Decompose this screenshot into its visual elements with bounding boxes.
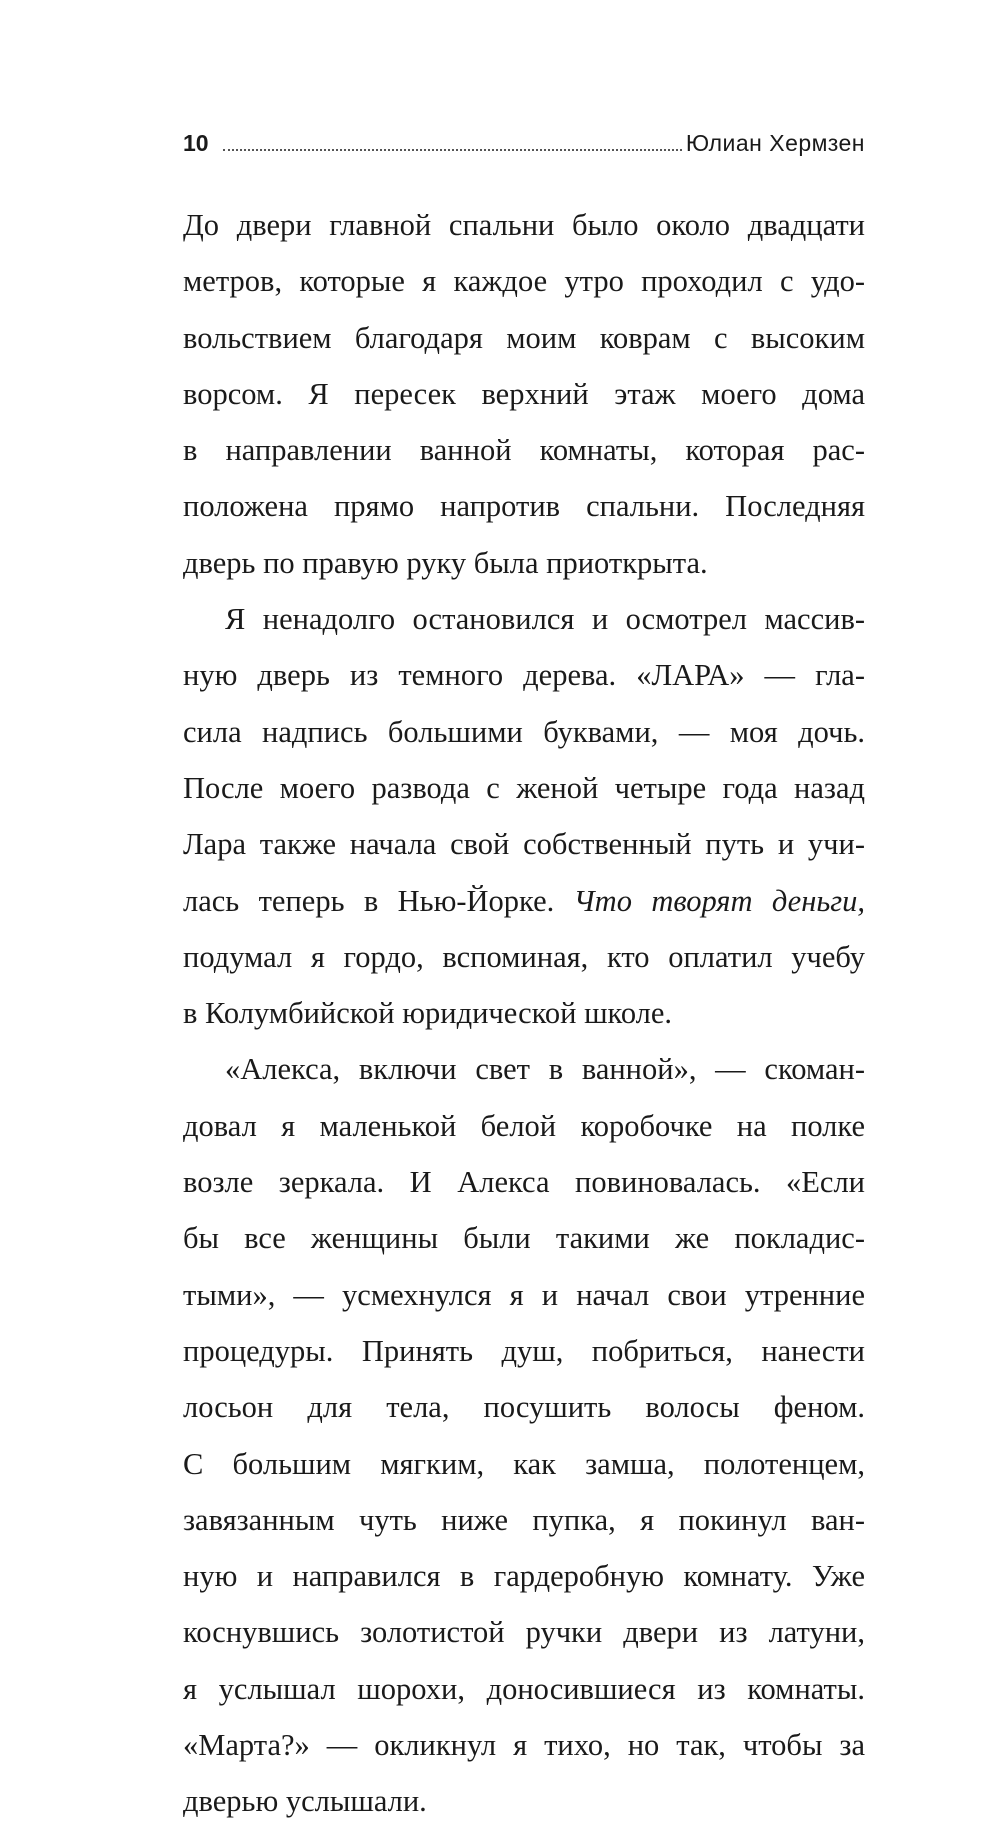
text-line: сила надпись большими буквами, — моя дочь.	[183, 714, 865, 749]
text-line: Я ненадолго остановился и осмотрел массив-	[225, 602, 865, 637]
text-line: После моего развода с женой четыре года назад	[183, 770, 865, 805]
text-line: завязанным чуть ниже пупка, я покинул ван-	[183, 1502, 865, 1537]
text-line: довал я маленькой белой коробочке на полке	[183, 1108, 865, 1143]
text-line: подумал я гордо, вспоминая, кто оплатил учебу	[183, 939, 865, 974]
text-line: лосьон для тела, посушить волосы феном.	[183, 1390, 865, 1425]
text-line: коснувшись золотистой ручки двери из латуни,	[183, 1615, 865, 1650]
text-line: бы все женщины были такими же покладис-	[183, 1221, 865, 1256]
dotted-leader	[223, 148, 682, 151]
text-line: ную и направился в гардеробную комнату. Уже	[183, 1559, 865, 1594]
text-line: положена прямо напротив спальни. Последняя	[183, 489, 865, 524]
text-line: процедуры. Принять душ, побриться, нанести	[183, 1333, 865, 1368]
text-line: ворсом. Я пересек верхний этаж моего дома	[183, 376, 865, 411]
text-line: Лара также начала свой собственный путь и учи-	[183, 827, 865, 862]
text-line: дверью услышали.	[183, 1784, 427, 1819]
text-line: До двери главной спальни было около двадцати	[183, 208, 865, 242]
page-number: 10	[183, 130, 209, 156]
italic-phrase: Что творят деньги,	[573, 883, 865, 918]
text-line: я услышал шорохи, доносившиеся из комнаты.	[183, 1671, 865, 1706]
running-header	[183, 130, 865, 170]
text-line: дверь по правую руку была приоткрыта.	[183, 545, 708, 580]
text-line: «Марта?» — окликнул я тихо, но так, чтобы за	[183, 1728, 865, 1763]
text-line: тыми», — усмехнулся я и начал свои утренние	[183, 1277, 865, 1312]
text-line: в Колумбийской юридической школе.	[183, 996, 673, 1031]
text-segment: лась теперь в Нью-Йорке.	[183, 883, 555, 918]
text-line: в направлении ванной комнаты, которая рас-	[183, 433, 865, 468]
text-line: вольствием благодаря моим коврам с высоким	[183, 320, 865, 355]
text-line: возле зеркала. И Алекса повиновалась. «Если	[183, 1165, 865, 1200]
text-line: ную дверь из темного дерева. «ЛАРА» — гла-	[183, 658, 865, 693]
body-text	[183, 197, 865, 1830]
text-line: «Алекса, включи свет в ванной», — скоман-	[225, 1052, 865, 1087]
author-name: Юлиан Хермзен	[685, 130, 865, 156]
text-line-with-italic	[183, 873, 865, 929]
text-line: метров, которые я каждое утро проходил с удо-	[183, 264, 865, 299]
text-line: С большим мягким, как замша, полотенцем,	[183, 1446, 865, 1481]
